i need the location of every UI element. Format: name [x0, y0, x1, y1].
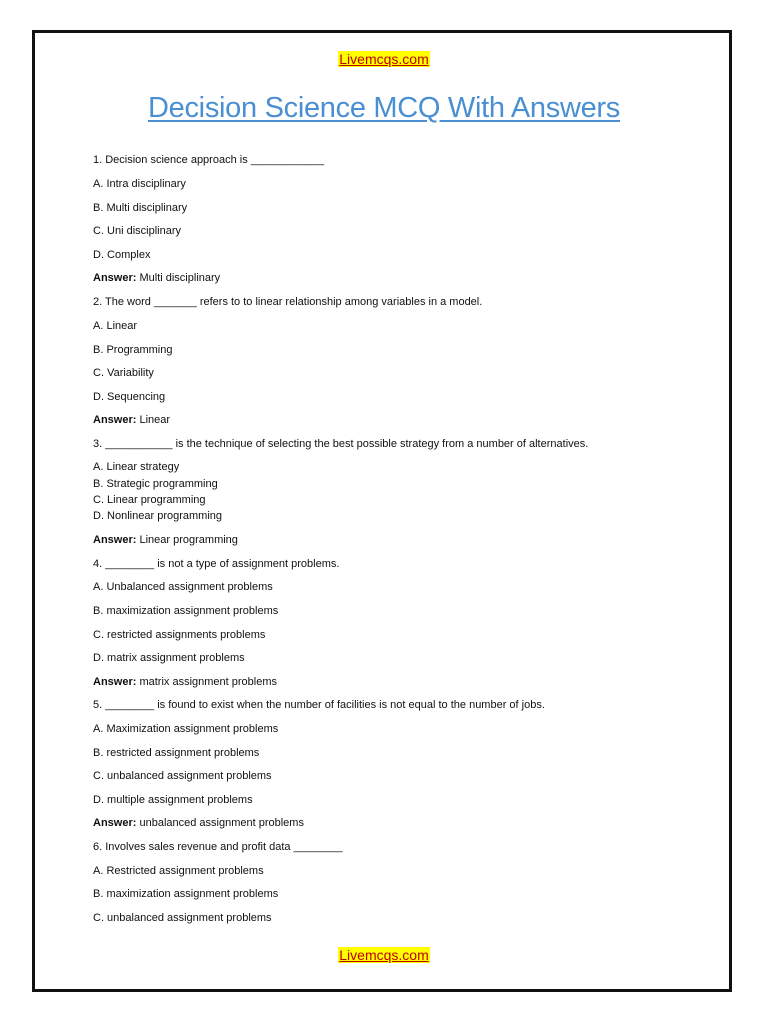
option-b: B. Multi disciplinary — [93, 202, 188, 214]
option-b: B. maximization assignment problems — [93, 605, 279, 617]
answer-line — [93, 413, 170, 427]
question-text: 4. ________ is not a type of assignment problems. — [93, 558, 340, 570]
answer-label: Answer: — [93, 272, 137, 284]
answer-label: Answer: — [93, 817, 137, 829]
question-text: 1. Decision science approach is ____________ — [93, 154, 325, 166]
answer-line — [93, 816, 304, 830]
option-b: B. Strategic programming — [93, 478, 218, 490]
option-d: D. Sequencing — [93, 391, 166, 403]
option-c: C. Variability — [93, 367, 154, 379]
option-a: A. Unbalanced assignment problems — [93, 581, 273, 593]
option-c: C. unbalanced assignment problems — [93, 912, 272, 924]
option-d: D. Nonlinear programming — [93, 510, 222, 522]
option-a: A. Maximization assignment problems — [93, 723, 279, 735]
site-link-top-text[interactable]: Livemcqs.com — [339, 51, 429, 67]
page-title: Decision Science MCQ With Answers — [148, 92, 620, 124]
option-c: C. restricted assignments problems — [93, 629, 266, 641]
answer-label: Answer: — [93, 414, 137, 426]
option-d: D. matrix assignment problems — [93, 652, 245, 664]
question-text: 2. The word _______ refers to to linear relationship among variables in a model. — [93, 296, 483, 308]
answer-value: Multi disciplinary — [139, 272, 221, 284]
option-b: B. restricted assignment problems — [93, 747, 260, 759]
site-link-bottom-text[interactable]: Livemcqs.com — [339, 947, 429, 963]
option-a: A. Intra disciplinary — [93, 178, 186, 190]
option-a: A. Restricted assignment problems — [93, 865, 264, 877]
site-link-bottom[interactable] — [0, 946, 768, 964]
question-text: 5. ________ is found to exist when the number of facilities is not equal to the number of jobs. — [93, 699, 545, 711]
answer-value: Linear programming — [139, 534, 238, 546]
option-a: A. Linear — [93, 320, 138, 332]
answer-label: Answer: — [93, 676, 137, 688]
answer-value: unbalanced assignment problems — [139, 817, 304, 829]
option-b: B. Programming — [93, 344, 173, 356]
option-c: C. Linear programming — [93, 494, 206, 506]
option-a: A. Linear strategy — [93, 461, 180, 473]
option-c: C. Uni disciplinary — [93, 225, 182, 237]
site-link-top[interactable] — [0, 50, 768, 68]
answer-line — [93, 271, 220, 285]
question-text: 6. Involves sales revenue and profit data ________ — [93, 841, 343, 853]
option-d: D. multiple assignment problems — [93, 794, 253, 806]
answer-label: Answer: — [93, 534, 137, 546]
question-text: 3. ___________ is the technique of selecting the best possible strategy from a number of alternatives. — [93, 438, 589, 450]
answer-value: Linear — [139, 414, 171, 426]
option-c: C. unbalanced assignment problems — [93, 770, 272, 782]
answer-line — [93, 675, 277, 689]
answer-line — [93, 533, 238, 547]
option-b: B. maximization assignment problems — [93, 888, 279, 900]
option-d: D. Complex — [93, 249, 151, 261]
answer-value: matrix assignment problems — [139, 676, 278, 688]
